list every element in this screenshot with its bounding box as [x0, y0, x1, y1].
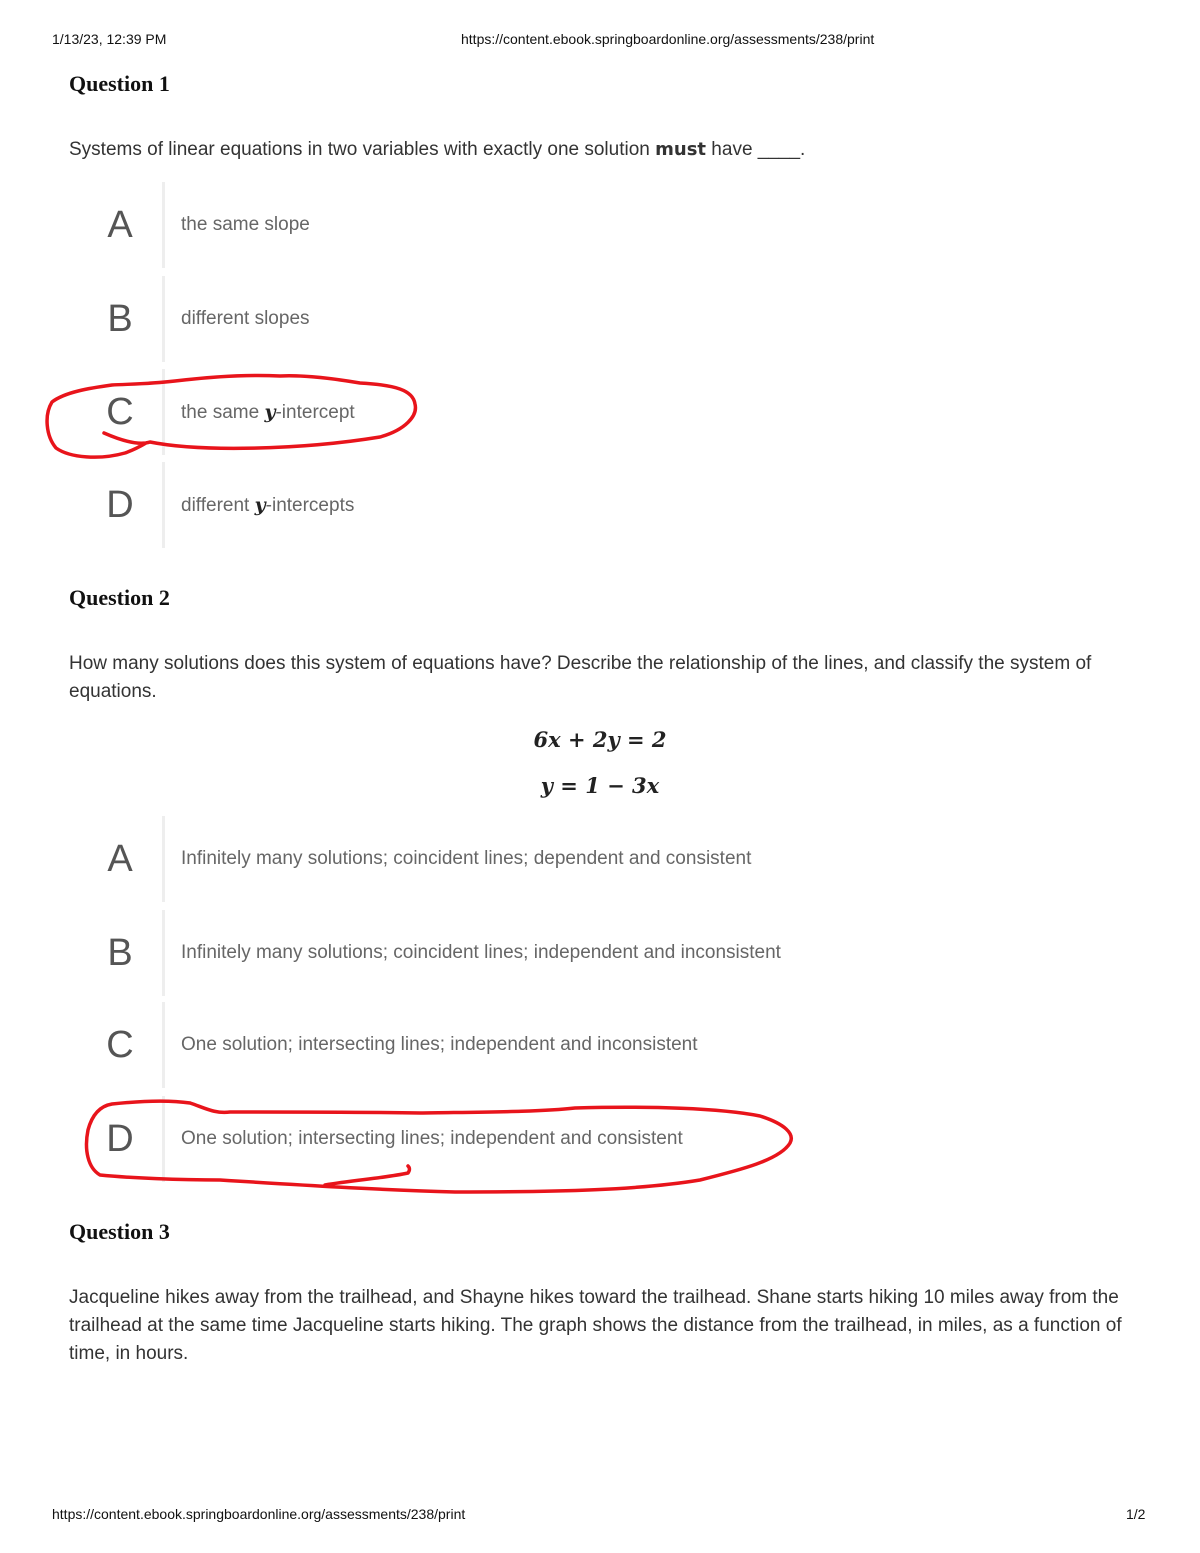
equation-1: 6x + 2y = 2: [533, 727, 667, 752]
print-header-url: https://content.ebook.springboardonline.org/assessments/238/print: [461, 31, 875, 47]
choice-text: the same slope: [181, 214, 310, 235]
question-1-prompt: [69, 136, 1139, 164]
q1-choice-c[interactable]: [95, 367, 1135, 457]
choice-letter: A: [107, 204, 133, 246]
choice-divider: [162, 462, 165, 548]
question-1-prompt-start: Systems of linear equations in two variables with exactly one solution: [69, 139, 656, 160]
choice-text: [181, 367, 355, 457]
choice-letter: B: [107, 932, 133, 974]
q2-choice-c[interactable]: [95, 1000, 1135, 1090]
question-2-prompt: How many solutions does this system of equations have? Describe the relationship of the lines, and classify the system of equations.: [69, 653, 1092, 702]
choice-text: different slopes: [181, 308, 310, 329]
choice-divider: [162, 1096, 165, 1182]
choice-text: Infinitely many solutions; coincident lines; dependent and consistent: [181, 848, 752, 869]
choice-letter: C: [106, 391, 134, 433]
question-1-title: Question 1: [69, 71, 170, 96]
question-2-title: Question 2: [69, 585, 170, 610]
q2-choice-a[interactable]: [95, 814, 1135, 904]
choice-text: One solution; intersecting lines; independent and inconsistent: [181, 1034, 698, 1055]
q2-choice-d[interactable]: [95, 1094, 1135, 1184]
choice-text-after: -intercepts: [265, 495, 355, 516]
choice-text-before: different: [181, 495, 255, 516]
choice-text-after: -intercept: [275, 402, 355, 423]
variable-y: y: [254, 494, 266, 516]
variable-y: y: [264, 401, 276, 423]
choice-letter: A: [107, 838, 133, 880]
q2-choice-b[interactable]: [95, 908, 1135, 998]
print-footer-url: https://content.ebook.springboardonline.org/assessments/238/print: [52, 1506, 466, 1522]
choice-letter: D: [106, 484, 134, 526]
q1-choice-d[interactable]: [95, 460, 1135, 550]
q1-choice-b[interactable]: [95, 274, 1135, 364]
choice-letter: B: [107, 298, 133, 340]
question-1-prompt-emphasis: must: [655, 139, 707, 160]
choice-text: Infinitely many solutions; coincident lines; independent and inconsistent: [181, 942, 781, 963]
print-datetime: 1/13/23, 12:39 PM: [52, 31, 167, 47]
equation-2: y = 1 − 3x: [540, 773, 660, 798]
page-number: 1/2: [1126, 1506, 1146, 1522]
question-1-prompt-end: have ____.: [706, 139, 806, 160]
choice-divider: [162, 1002, 165, 1088]
choice-divider: [162, 369, 165, 455]
question-3-prompt: Jacqueline hikes away from the trailhead, and Shayne hikes toward the trailhead. Shane starts hiking 10 miles away from the trailhead at the same time Jacqueline starts hiking. The graph shows the distance from the trailhead, in miles, as a function of time, in hours.: [69, 1287, 1122, 1364]
choice-letter: C: [106, 1024, 134, 1066]
choice-letter: D: [106, 1118, 134, 1160]
q1-choice-a[interactable]: [95, 180, 1135, 270]
choice-text: [181, 460, 354, 550]
choice-divider: [162, 276, 165, 362]
question-3-title: Question 3: [69, 1219, 170, 1244]
choice-text-before: the same: [181, 402, 265, 423]
choice-divider: [162, 910, 165, 996]
choice-divider: [162, 182, 165, 268]
choice-divider: [162, 816, 165, 902]
choice-text: One solution; intersecting lines; independent and consistent: [181, 1128, 683, 1149]
